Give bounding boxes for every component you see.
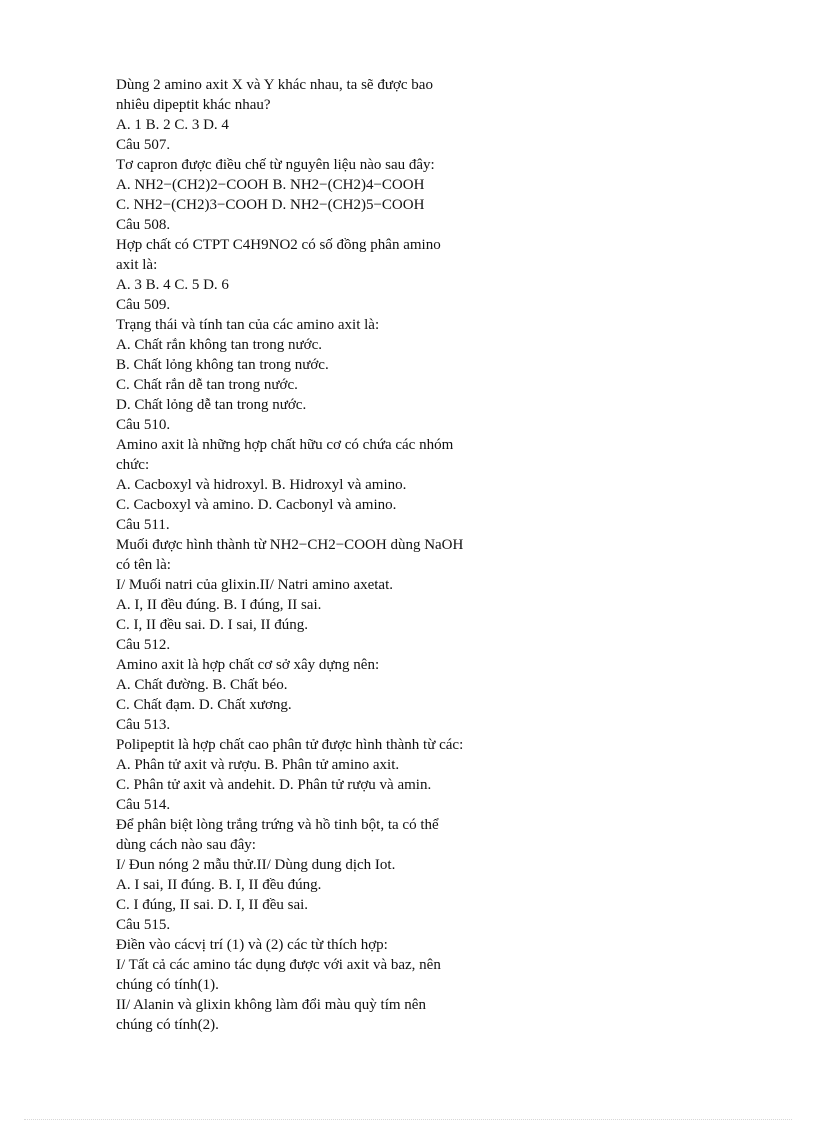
answer-options: A. Phân tử axit và rượu. B. Phân tử amino axit. — [116, 757, 400, 773]
text-line: Điền vào cácvị trí (1) và (2) các từ thích hợp: — [116, 937, 388, 953]
question-number: Câu 507. — [116, 137, 171, 153]
text-line: Muối được hình thành từ NH2−CH2−COOH dùng NaOH — [116, 537, 464, 553]
question-number: Câu 512. — [116, 637, 171, 653]
answer-options: A. 1 B. 2 C. 3 D. 4 — [116, 117, 229, 133]
text-line: Amino axit là những hợp chất hữu cơ có chứa các nhóm — [116, 437, 454, 453]
text-line: dùng cách nào sau đây: — [116, 837, 256, 853]
question-number: Câu 511. — [116, 517, 170, 533]
answer-options: C. I đúng, II sai. D. I, II đều sai. — [116, 897, 309, 913]
answer-options: C. Chất đạm. D. Chất xương. — [116, 697, 292, 713]
text-line: axit là: — [116, 257, 158, 273]
answer-options: A. 3 B. 4 C. 5 D. 6 — [116, 277, 229, 293]
answer-options: A. I, II đều đúng. B. I đúng, II sai. — [116, 597, 322, 613]
statement-line: I/ Muối natri của glixin.II/ Natri amino axetat. — [116, 577, 394, 593]
answer-options: A. Cacboxyl và hidroxyl. B. Hidroxyl và amino. — [116, 477, 407, 493]
answer-options: A. NH2−(CH2)2−COOH B. NH2−(CH2)4−COOH — [116, 177, 425, 193]
answer-options: C. I, II đều sai. D. I sai, II đúng. — [116, 617, 309, 633]
text-line: Hợp chất có CTPT C4H9NO2 có số đồng phân amino — [116, 237, 441, 253]
answer-option: D. Chất lỏng dễ tan trong nước. — [116, 397, 307, 413]
text-line: chức: — [116, 457, 150, 473]
question-number: Câu 514. — [116, 797, 171, 813]
question-number: Câu 509. — [116, 297, 171, 313]
question-number: Câu 513. — [116, 717, 171, 733]
document-text — [116, 75, 556, 1035]
text-line: Amino axit là hợp chất cơ sở xây dựng nên: — [116, 657, 380, 673]
text-line: Để phân biệt lòng trắng trứng và hồ tinh bột, ta có thể — [116, 817, 439, 833]
answer-option: B. Chất lỏng không tan trong nước. — [116, 357, 329, 373]
answer-options: A. Chất đường. B. Chất béo. — [116, 677, 288, 693]
text-line: Trạng thái và tính tan của các amino axit là: — [116, 317, 380, 333]
answer-options: C. Phân tử axit và andehit. D. Phân tử rượu và amin. — [116, 777, 432, 793]
statement-line: I/ Đun nóng 2 mẫu thử.II/ Dùng dung dịch Iot. — [116, 857, 396, 873]
text-line: Tơ capron được điều chế từ nguyên liệu nào sau đây: — [116, 157, 435, 173]
statement-line: II/ Alanin và glixin không làm đổi màu quỳ tím nên — [116, 997, 426, 1013]
statement-line: I/ Tất cả các amino tác dụng được với axit và baz, nên — [116, 957, 441, 973]
text-line: có tên là: — [116, 557, 171, 573]
answer-options: A. I sai, II đúng. B. I, II đều đúng. — [116, 877, 322, 893]
answer-options: C. Cacboxyl và amino. D. Cacbonyl và amino. — [116, 497, 397, 513]
text-line: nhiêu dipeptit khác nhau? — [116, 97, 271, 113]
answer-options: C. NH2−(CH2)3−COOH D. NH2−(CH2)5−COOH — [116, 197, 425, 213]
question-number: Câu 510. — [116, 417, 171, 433]
statement-line: chúng có tính(1). — [116, 977, 219, 993]
answer-option: A. Chất rắn không tan trong nước. — [116, 337, 323, 353]
question-number: Câu 515. — [116, 917, 171, 933]
text-line: Polipeptit là hợp chất cao phân tử được hình thành từ các: — [116, 737, 464, 753]
text-line: Dùng 2 amino axit X và Y khác nhau, ta sẽ được bao — [116, 77, 433, 93]
answer-option: C. Chất rắn dễ tan trong nước. — [116, 377, 298, 393]
question-number: Câu 508. — [116, 217, 171, 233]
page-bottom-divider — [24, 1119, 792, 1120]
statement-line: chúng có tính(2). — [116, 1017, 219, 1033]
